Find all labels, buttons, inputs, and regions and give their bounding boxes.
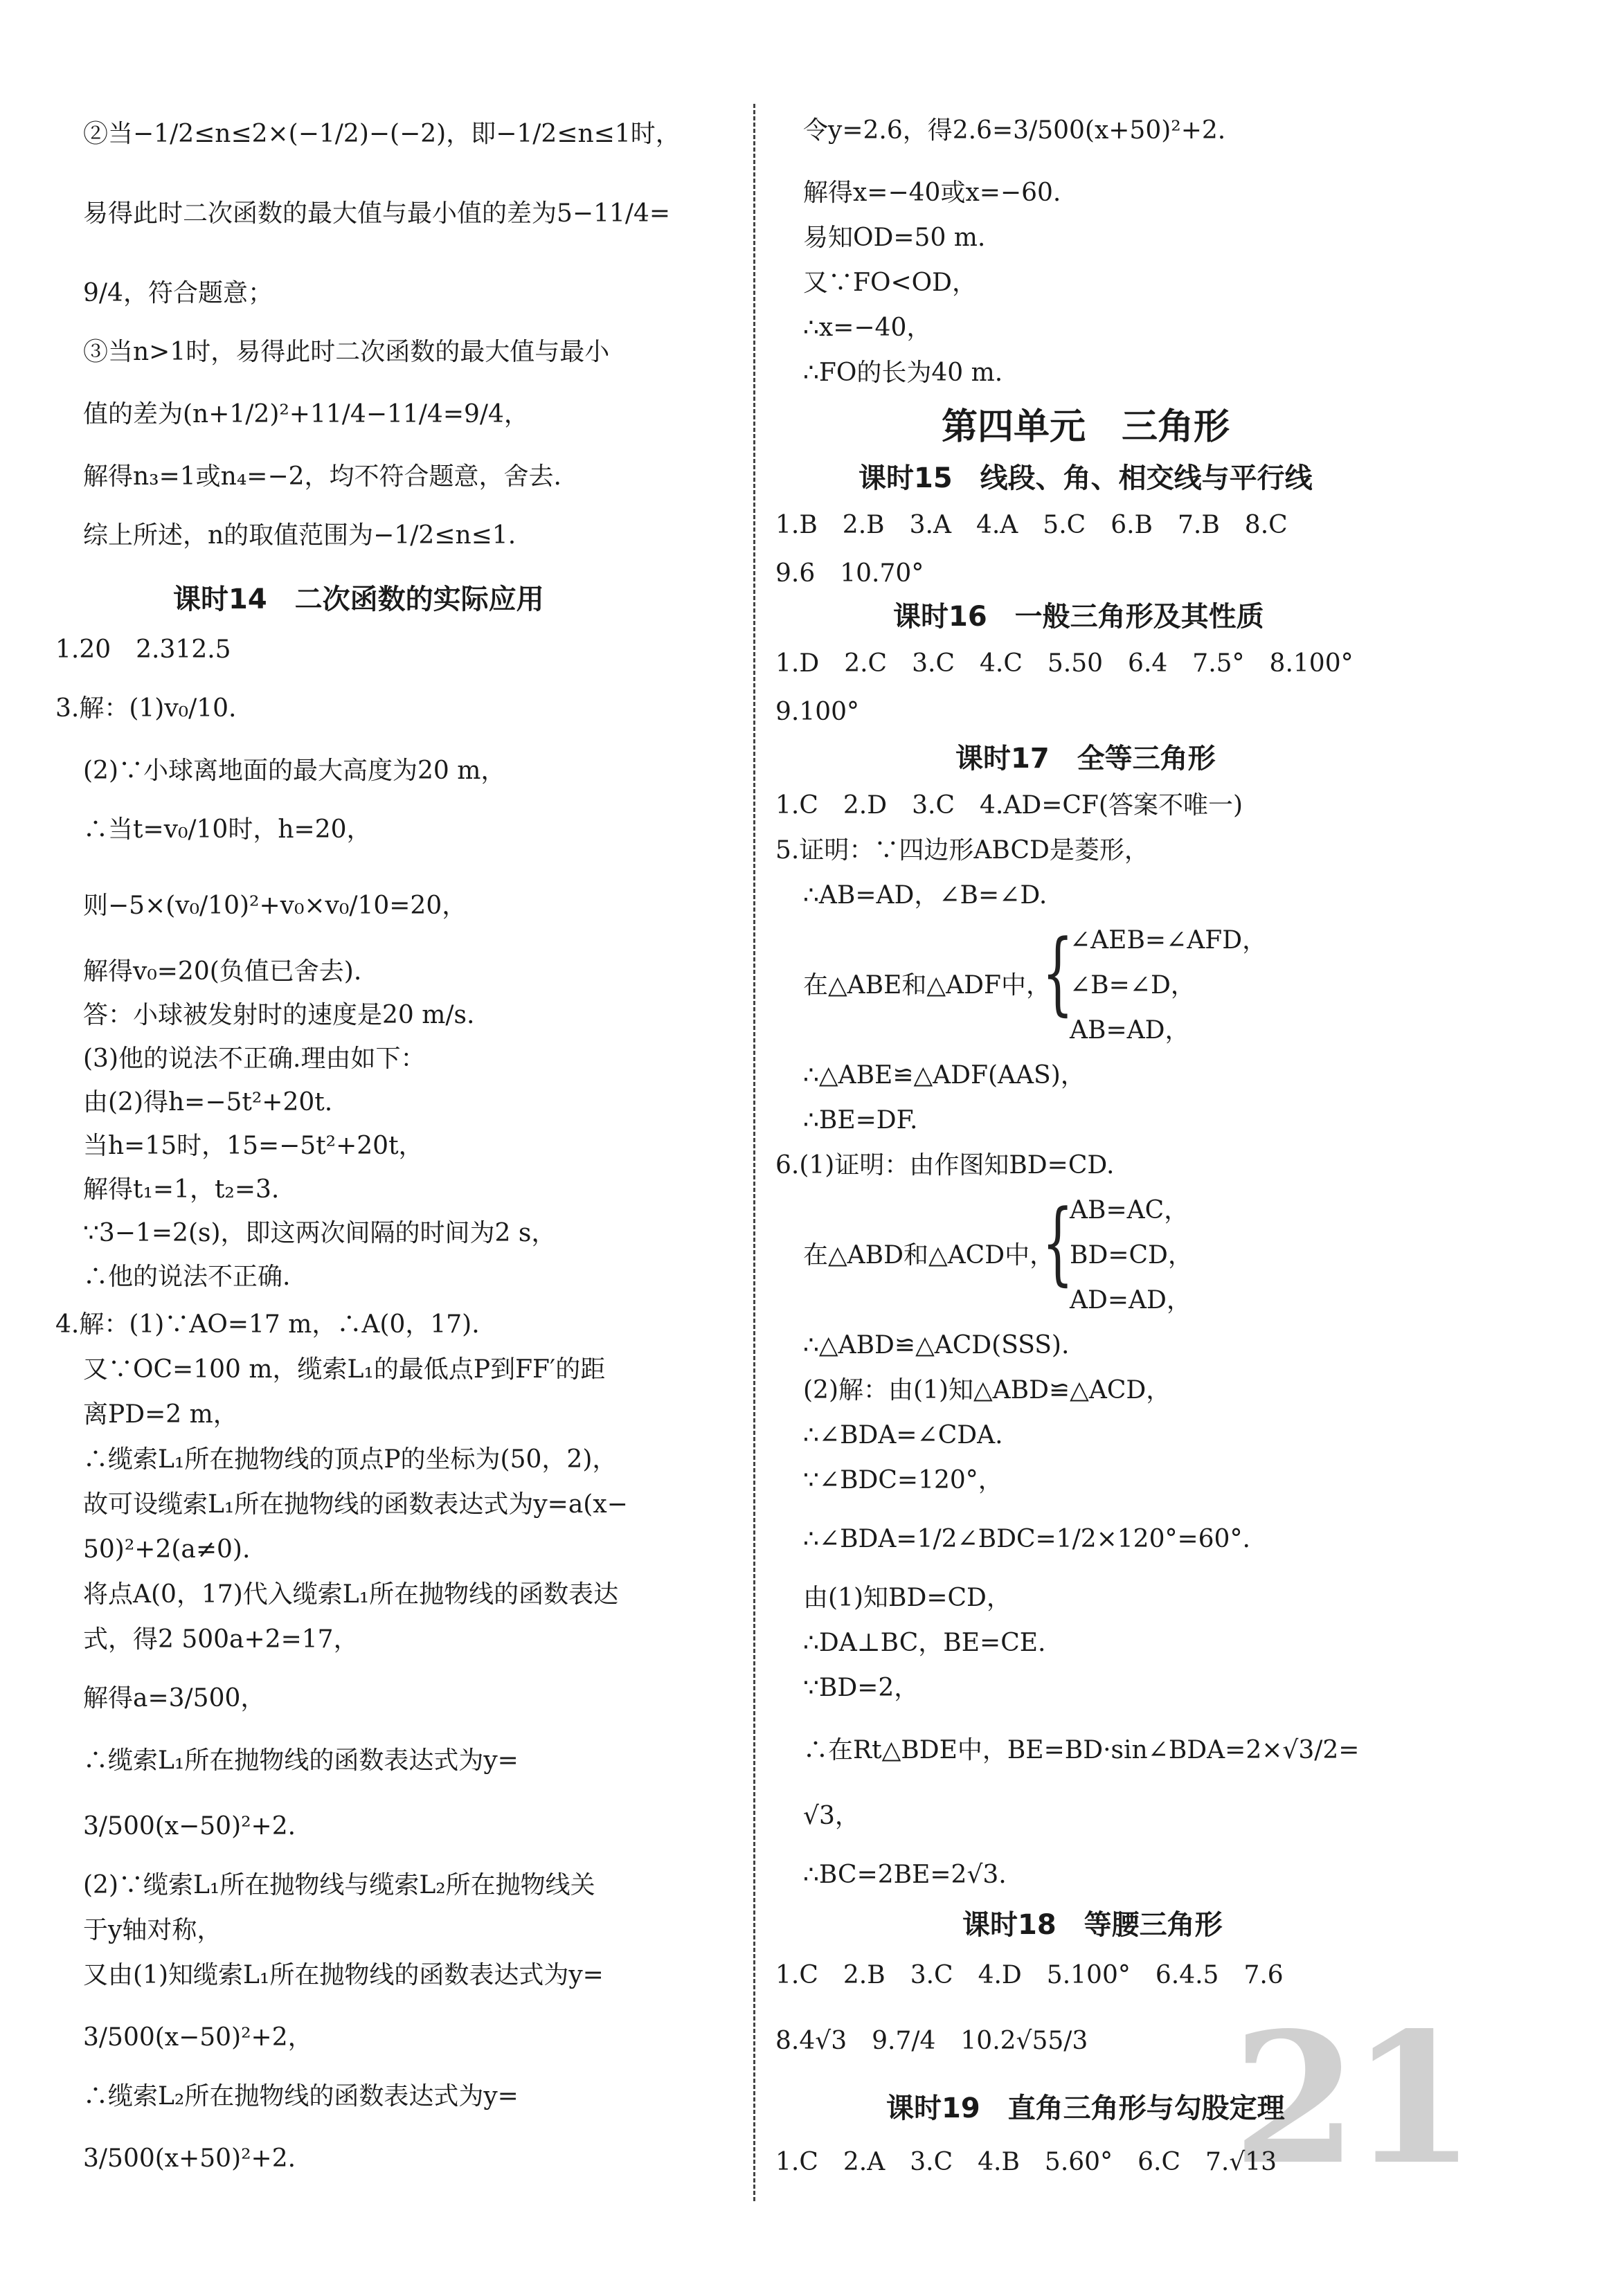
text-line: ∴FO的长为40 m. — [803, 359, 1003, 387]
text-line: 由(2)得h=−5t²+20t. — [83, 1088, 333, 1117]
text-line: (2)解：由(1)知△ABD≌△ACD， — [803, 1376, 1171, 1404]
text-line: (2)∵缆索L₁所在抛物线与缆索L₂所在抛物线关 — [83, 1871, 595, 1899]
text-line: ∴△ABE≌△ADF(AAS)， — [803, 1061, 1086, 1090]
condition-line: ∠B=∠D， — [1070, 971, 1196, 1000]
text-line: 由(1)知BD=CD， — [803, 1584, 1012, 1612]
text-line: 50)²+2(a≠0). — [83, 1535, 251, 1564]
section-heading: 课时19 直角三角形与勾股定理 — [886, 2092, 1285, 2124]
text-line: ②当−1/2≤n≤2×(−1/2)−(−2)，即−1/2≤n≤1时， — [83, 120, 681, 148]
section-heading: 课时14 二次函数的实际应用 — [173, 584, 544, 615]
text-line: (3)他的说法不正确.理由如下： — [83, 1045, 426, 1073]
section-heading: 课时16 一般三角形及其性质 — [893, 601, 1264, 633]
text-line: 3/500(x+50)²+2. — [83, 2144, 296, 2173]
right-column — [775, 0, 1468, 2296]
answer-line: 1.D 2.C 3.C 4.C 5.50 6.4 7.5° 8.100° — [775, 649, 1354, 678]
text-line: ∴缆索L₂所在抛物线的函数表达式为y= — [83, 2082, 519, 2110]
text-line: 在△ABD和△ACD中， — [803, 1241, 1055, 1269]
text-line: 易得此时二次函数的最大值与最小值的差为5−11/4= — [83, 199, 671, 228]
text-line: ∵∠BDC=120°， — [803, 1466, 1003, 1494]
text-line: 故可设缆索L₁所在抛物线的函数表达式为y=a(x− — [83, 1490, 628, 1519]
condition-line: AD=AD， — [1070, 1286, 1192, 1314]
brace-symbol: { — [1042, 920, 1074, 1025]
text-line: 于y轴对称， — [83, 1916, 222, 1944]
text-line: ∴BE=DF. — [803, 1106, 918, 1135]
condition-line: AB=AD， — [1070, 1016, 1190, 1045]
text-line: ∴∠BDA=∠CDA. — [803, 1421, 1003, 1449]
text-line: √3， — [803, 1802, 860, 1830]
answer-line: 9.100° — [775, 698, 860, 726]
text-line: ∴他的说法不正确. — [83, 1263, 291, 1291]
answer-line: 1.20 2.312.5 — [55, 635, 231, 664]
brace-symbol: { — [1042, 1190, 1074, 1295]
text-line: ③当n>1时，易得此时二次函数的最大值与最小 — [83, 338, 610, 366]
text-line: 5.证明：∵四边形ABCD是菱形， — [775, 836, 1149, 865]
text-line: 又∵OC=100 m，缆索L₁的最低点P到FF′的距 — [83, 1355, 606, 1384]
text-line: ∴∠BDA=1/2∠BDC=1/2×120°=60°. — [803, 1525, 1250, 1553]
text-line: ∴缆索L₁所在抛物线的顶点P的坐标为(50，2)， — [83, 1445, 618, 1474]
condition-line: ∠AEB=∠AFD， — [1070, 926, 1268, 955]
text-line: ∴x=−40， — [803, 314, 932, 342]
text-line: 式，得2 500a+2=17， — [83, 1625, 359, 1654]
text-line: 将点A(0，17)代入缆索L₁所在抛物线的函数表达 — [83, 1580, 619, 1609]
text-line: ∴缆索L₁所在抛物线的函数表达式为y= — [83, 1746, 519, 1775]
text-line: 答：小球被发射时的速度是20 m/s. — [83, 1001, 475, 1029]
text-line: ∵BD=2， — [803, 1674, 919, 1702]
text-line: ∴△ABD≌△ACD(SSS). — [803, 1331, 1070, 1359]
text-line: ∴DA⊥BC，BE=CE. — [803, 1629, 1046, 1657]
text-line: ∴BC=2BE=2√3. — [803, 1861, 1007, 1889]
text-line: ∵3−1=2(s)，即这两次间隔的时间为2 s， — [83, 1219, 557, 1247]
section-heading: 课时17 全等三角形 — [955, 743, 1216, 775]
text-line: 解得x=−40或x=−60. — [803, 179, 1061, 207]
page-number: 21 — [1232, 1994, 1469, 2205]
text-line: 3/500(x−50)²+2， — [83, 2023, 313, 2052]
text-line: ∴在Rt△BDE中，BE=BD·sin∠BDA=2×√3/2= — [803, 1736, 1360, 1764]
text-line: 又∵FO<OD， — [803, 269, 978, 297]
text-line: 离PD=2 m， — [83, 1400, 238, 1429]
text-line: 6.(1)证明：由作图知BD=CD. — [775, 1151, 1115, 1179]
section-heading: 课时15 线段、角、相交线与平行线 — [859, 462, 1313, 494]
section-heading: 课时18 等腰三角形 — [962, 1909, 1223, 1941]
text-line: 值的差为(n+1/2)²+11/4−11/4=9/4， — [83, 400, 529, 428]
text-line: 解得n₃=1或n₄=−2，均不符合题意，舍去. — [83, 462, 561, 491]
condition-line: BD=CD， — [1070, 1241, 1193, 1269]
text-line: 3/500(x−50)²+2. — [83, 1812, 296, 1841]
text-line: 综上所述，n的取值范围为−1/2≤n≤1. — [83, 521, 516, 550]
text-line: 当h=15时，15=−5t²+20t， — [83, 1132, 424, 1160]
text-line: 解得a=3/500， — [83, 1684, 266, 1712]
answer-line: 1.C 2.D 3.C 4.AD=CF(答案不唯一) — [775, 791, 1243, 820]
text-line: 3.解：(1)v₀/10. — [55, 694, 237, 723]
text-line: ∴AB=AD，∠B=∠D. — [803, 881, 1048, 910]
answer-line: 1.C 2.A 3.C 4.B 5.60° 6.C 7.√13 — [775, 2148, 1277, 2176]
text-line: 4.解：(1)∵AO=17 m，∴A(0，17). — [55, 1310, 480, 1339]
answer-line: 8.4√3 9.7/4 10.2√55/3 — [775, 2027, 1088, 2055]
answer-line: 1.C 2.B 3.C 4.D 5.100° 6.4.5 7.6 — [775, 1961, 1284, 1989]
text-line: 又由(1)知缆索L₁所在抛物线的函数表达式为y= — [83, 1961, 604, 1989]
answer-line: 9.6 10.70° — [775, 559, 924, 588]
text-line: 解得v₀=20(负值已舍去). — [83, 957, 362, 986]
text-line: 令y=2.6，得2.6=3/500(x+50)²+2. — [803, 116, 1226, 145]
text-line: ∴当t=v₀/10时，h=20， — [83, 815, 372, 844]
answer-line: 1.B 2.B 3.A 4.A 5.C 6.B 7.B 8.C — [775, 511, 1288, 539]
unit-title: 第四单元 三角形 — [942, 406, 1230, 448]
text-line: 则−5×(v₀/10)²+v₀×v₀/10=20， — [83, 892, 467, 920]
text-line: 易知OD=50 m. — [803, 224, 986, 252]
text-line: (2)∵小球离地面的最大高度为20 m， — [83, 757, 506, 785]
left-column — [55, 0, 755, 2296]
text-line: 解得t₁=1，t₂=3. — [83, 1175, 280, 1204]
text-line: 在△ABE和△ADF中， — [803, 971, 1051, 1000]
text-line: 9/4，符合题意； — [83, 279, 273, 307]
condition-line: AB=AC， — [1070, 1196, 1189, 1224]
